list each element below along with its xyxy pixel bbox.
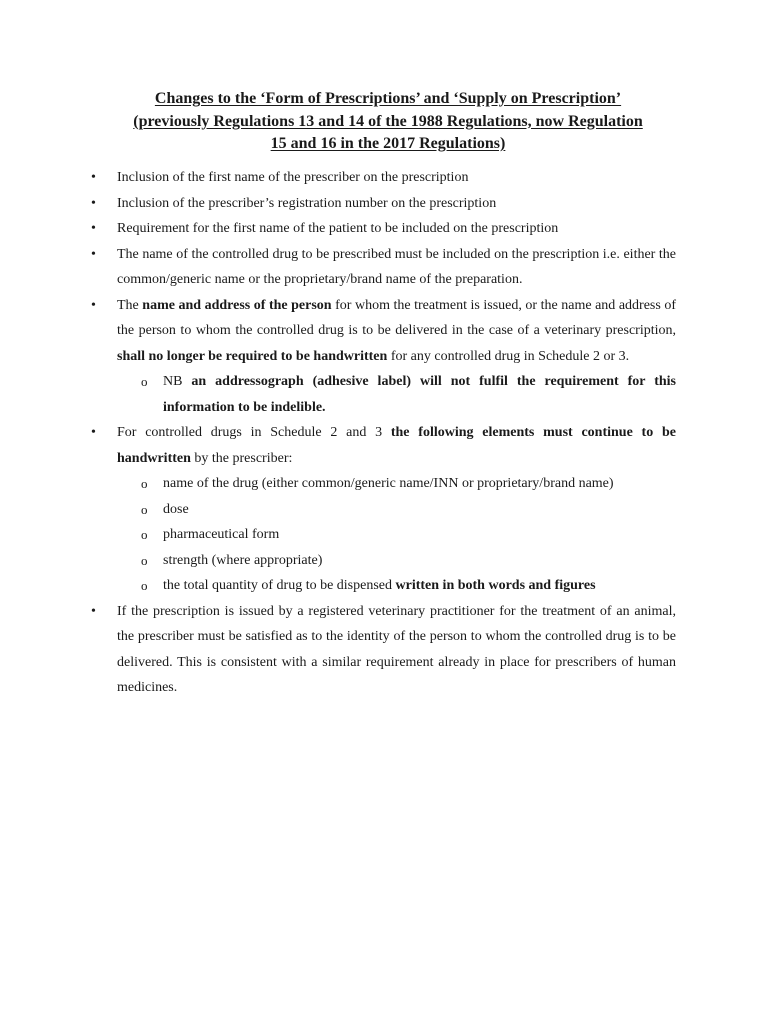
text-run: for any controlled drug in Schedule 2 or 3.: [387, 348, 630, 364]
sub-list-item: [117, 522, 676, 548]
sub-item-text: [163, 374, 676, 415]
sub-list-item: [117, 497, 676, 523]
list-item: [0, 599, 770, 701]
bullet-icon: •: [91, 170, 96, 185]
bold-text-run: written in both words and figures: [395, 578, 596, 593]
list-item: [0, 165, 770, 191]
circle-bullet-icon: o: [141, 374, 148, 389]
item-text: If the prescription is issued by a registered veterinary practitioner for the treatment of an animal, the prescriber must be satisfied as to the identity of the person to whom the controlled drug is to be delivered. This is consistent with a similar requirement already in place for prescribers of human medicines.: [117, 603, 676, 695]
list-item: [0, 242, 770, 293]
text-run: The: [117, 297, 143, 313]
bold-text-run: shall no longer be required to be handwritten: [117, 348, 388, 364]
sub-item-text: pharmaceutical form: [163, 527, 280, 542]
bullet-icon: •: [91, 297, 96, 313]
document-title: [80, 88, 696, 156]
bullet-icon: •: [91, 221, 96, 236]
circle-bullet-icon: o: [141, 501, 148, 517]
bold-text-run: an addressograph (adhesive label) will not fulfil the requirement for this information to be indelible.: [163, 374, 676, 415]
item-text: [117, 425, 676, 466]
changes-list: [0, 165, 770, 701]
sub-list-item: [117, 548, 676, 574]
sub-list-item: [117, 573, 676, 599]
sub-list: [117, 471, 676, 599]
bullet-icon: •: [91, 603, 96, 619]
title-line-2: (previously Regulations 13 and 14 of the 1988 Regulations, now Regulation: [133, 112, 643, 130]
list-item: [0, 191, 770, 217]
sub-item-text: strength (where appropriate): [163, 552, 323, 568]
sub-list-item: [117, 369, 676, 420]
circle-bullet-icon: o: [141, 476, 148, 491]
item-text: Inclusion of the prescriber’s registration number on the prescription: [117, 195, 497, 211]
text-run: the total quantity of drug to be dispensed: [163, 578, 396, 593]
circle-bullet-icon: o: [141, 552, 148, 568]
bullet-icon: •: [91, 246, 96, 262]
circle-bullet-icon: o: [141, 578, 148, 593]
text-run: For controlled drugs in Schedule 2 and 3: [117, 425, 391, 440]
list-item: [0, 293, 770, 421]
bullet-icon: •: [91, 425, 96, 440]
item-text: Inclusion of the first name of the prescriber on the prescription: [117, 170, 469, 185]
item-text: The name of the controlled drug to be prescribed must be included on the prescription i.e. either the common/generic name or the proprietary/brand name of the preparation.: [117, 246, 676, 287]
bold-text-run: the following elements must continue to be handwritten: [117, 425, 676, 466]
sub-item-text: dose: [163, 501, 189, 517]
bold-text-run: name and address of the person: [142, 297, 332, 313]
list-item: [0, 216, 770, 242]
sub-item-text: name of the drug (either common/generic name/INN or proprietary/brand name): [163, 476, 614, 491]
item-text: Requirement for the first name of the patient to be included on the prescription: [117, 221, 559, 236]
sub-item-text: [163, 578, 596, 593]
title-line-3: 15 and 16 in the 2017 Regulations): [270, 135, 506, 152]
circle-bullet-icon: o: [141, 527, 148, 542]
sub-list: [117, 369, 676, 420]
sub-list-item: [117, 471, 676, 497]
title-line-1: Changes to the ‘Form of Prescriptions’ and ‘Supply on Prescription’: [154, 90, 622, 107]
text-run: by the prescriber:: [190, 450, 293, 466]
item-text: [117, 298, 676, 364]
bullet-icon: •: [91, 195, 96, 211]
text-run: NB: [163, 374, 192, 389]
list-item: [0, 420, 770, 599]
text-run: for whom the treatment is issued, or the name and address of the person to whom the controlled drug is to be delivered in the case of a veterinary prescription,: [117, 297, 677, 338]
